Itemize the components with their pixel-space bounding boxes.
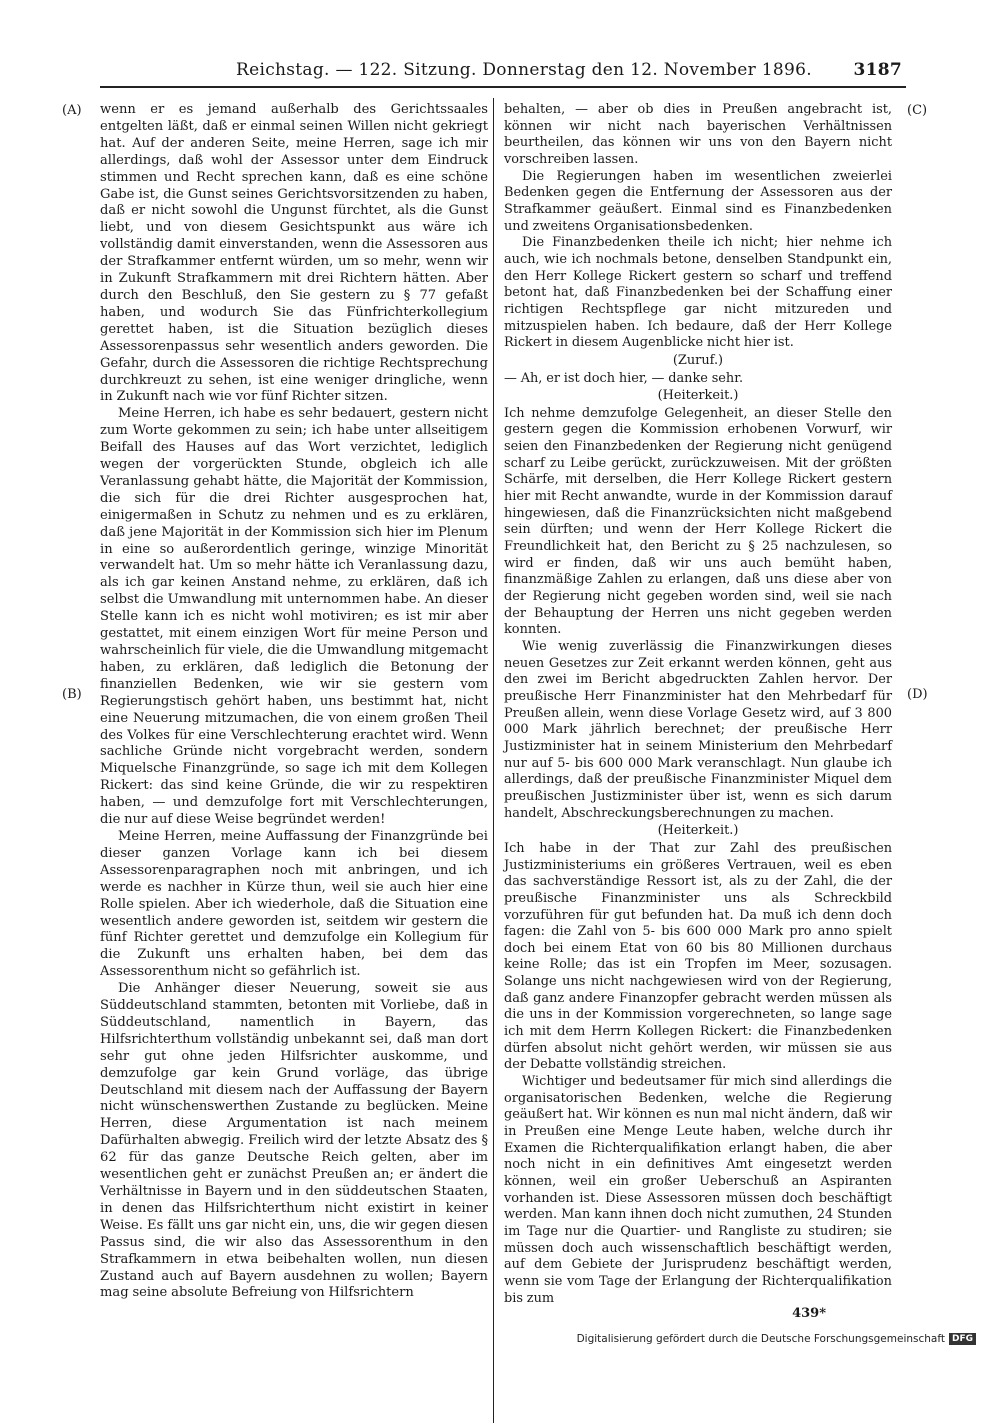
header-title: Reichstag. — 122. Sitzung. Donnerstag den 12. November 1896. [236, 60, 812, 80]
sheet-signature: 439* [792, 1306, 826, 1322]
running-header [236, 58, 902, 84]
paragraph: — Ah, er ist doch hier, — danke sehr. [504, 370, 744, 386]
paragraph: behalten, — aber ob dies in Preußen angebracht ist, können wir nicht nach bayerischen Verhältnissen beurtheilen, das können wir uns von den Bayern nicht vorschreiben lassen. [504, 102, 892, 167]
interjection: (Heiterkeit.) [657, 388, 739, 404]
interjection: (Heiterkeit.) [657, 823, 739, 839]
margin-marker-c: (C) [907, 103, 928, 118]
paragraph: Ich habe in der That zur Zahl des preußischen Justizministeriums ein größeres Vertrauen, weil es eben das sachverständige Ressort ist, als zu der Zahl, die der preußische Finanzminister uns als Schreckbild vorzuführen für gut befunden hat. Da muß ich denn doch fagen: die Zahl von 5- bis 600 000 Mark pro anno spielt doch bei einem Etat von 60 bis 80 Millionen durchaus keine Rolle; das ist ein Tropfen im Meer, sozusagen. Solange uns nicht nachgewiesen wird von der Regierung, daß ganz andere Finanzopfer gebracht werden müssen als die uns in der Kommission vorgerechneten, so lange sage ich mit dem Herrn Kollegen Rickert: die Finanzbedenken dürfen absolut nicht gehört werden, wir müssen sie aus der Debatte vollständig streichen. [504, 840, 892, 1073]
paragraph: wenn er es jemand außerhalb des Gerichtssaales entgelten läßt, daß er einmal seinen Willen nicht gekriegt hat. Auf der anderen Seite, meine Herren, sage ich mir allerdings, daß wohl der Assessor unter dem Eindruck stimmen und Recht sprechen kann, daß es eine schöne Gabe ist, die Gunst seines Gerichtsvorsitzenden zu haben, daß er nicht sowohl die Ungunst fürchtet, als die Gunst liebt, und von diesem Gesichtspunkt aus wäre ich vollständig damit einverstanden, wenn die Assessoren aus der Strafkammer entfernt würden, um so mehr, wenn wir in Zukunft Strafkammern mit drei Richtern hätten. Aber durch den Beschluß, den Sie gestern zu § 77 gefaßt haben, und wodurch Sie das Fünfrichterkollegium gerettet haben, ist die Situation bezüglich dieses Assessorenpassus sehr wesentlich anders geworden. Die Gefahr, durch die Assessoren die richtige Rechtsprechung durchkreuzt zu sehen, ist eine weniger dringliche, wenn in Zukunft nach wie vor fünf Richter sitzen. [100, 102, 488, 405]
header-rule [100, 86, 906, 88]
left-text-column [100, 102, 488, 1302]
paragraph: Die Anhänger dieser Neuerung, soweit sie aus Süddeutschland stammten, betonten mit Vorliebe, daß in Süddeutschland, namentlich in Bayern, das Hilfsrichterthum vollständig unbekannt sei, daß man dort sehr gut ohne jeden Hilfsrichter auskomme, und demzufolge gar kein Grund vorläge, das übrige Deutschland mit diesem nach der Auffassung der Bayern nicht wünschenswerthen Zustande zu beglücken. Meine Herren, diese Argumentation ist nach meinem Dafürhalten abwegig. Freilich wird der letzte Absatz des § 62 für das ganze Deutsche Reich gelten, aber im wesentlichen geht er zunächst Preußen an; er ändert die Verhältnisse in Bayern und in den süddeutschen Staaten, in denen das Hilfsrichterthum nicht existirt in keiner Weise. Es fällt uns gar nicht ein, uns, die wir gegen diesen Passus sind, die wir also das Assessorenthum in den Strafkammern in etwa beibehalten wollen, nun diesen Zustand auch auf Bayern ausdehnen zu wollen; Bayern mag seine absolute Befreiung von Hilfsrichtern [100, 981, 488, 1301]
credit-text: Digitalisierung gefördert durch die Deutsche Forschungsgemeinschaft [576, 1333, 945, 1345]
digitization-credit [577, 1333, 976, 1345]
right-text-column [504, 102, 892, 1323]
paragraph: Die Finanzbedenken theile ich nicht; hier nehme ich auch, wie ich nochmals betone, denselben Standpunkt ein, den Herr Kollege Rickert gestern so scharf und treffend betont hat, daß Finanzbedenken bei der Schaffung einer richtigen Rechtspflege gar nicht mitzureden und mitzuspielen haben. Ich bedaure, daß der Herr Kollege Rickert in diesem Augenblicke nicht hier ist. [504, 235, 892, 351]
paragraph: Ich nehme demzufolge Gelegenheit, an dieser Stelle den gestern gegen die Kommission erhobenen Vorwurf, wir seien den Finanzbedenken der Regierung nicht genügend scharf zu Leibe gerückt, zurückzuweisen. Mit der größten Schärfe, mit derselben, die Herr Kollege Rickert gestern hier mit Recht anwandte, wurde in der Kommission darauf hingewiesen, daß die Finanzrücksichten nicht maßgebend sein dürften; und wenn der Herr Kollege Rickert die Freundlichkeit hat, den Bericht zu § 25 nachzulesen, so wird er finden, daß wir uns auch bemüht haben, finanzmäßige Zahlen zu erlangen, daß uns diese aber von der Regierung nicht gegeben worden sind, weil sie nach der Behauptung der Herren uns nicht gegeben werden konnten. [504, 405, 892, 638]
paragraph: Die Regierungen haben im wesentlichen zweierlei Bedenken gegen die Entfernung der Assessoren aus der Strafkammer geäußert. Einmal sind es Finanzbedenken und zweitens Organisationsbedenken. [504, 168, 892, 234]
margin-marker-b: (B) [62, 687, 82, 702]
margin-marker-d: (D) [907, 687, 928, 702]
page-number: 3187 [853, 60, 902, 80]
margin-marker-a: (A) [62, 103, 82, 118]
paragraph: Meine Herren, meine Auffassung der Finanzgründe bei dieser ganzen Vorlage kann ich bei diesem Assessorenparagraphen noch mit anbringen, und ich werde es nachher in Kürze thun, weil sie auch hier eine Rolle spielen. Aber ich wiederhole, daß die Situation eine wesentlich andere geworden ist, seitdem wir gestern die fünf Richter gerettet und demzufolge ein Kollegium für die Zukunft uns erhalten haben, bei dem das Assessorenthum nicht so gefährlich ist. [100, 828, 488, 980]
column-divider [493, 98, 494, 1423]
interjection: (Zuruf.) [672, 352, 724, 368]
paragraph: Meine Herren, ich habe es sehr bedauert, gestern nicht zum Worte gekommen zu sein; ich habe unter allseitigem Beifall des Hauses auf das Wort verzichtet, lediglich wegen der vorgerückten Stunde, obgleich ich alle Veranlassung gehabt hätte, die Majorität der Kommission, die sich für die drei Richter ausgesprochen hat, einigermaßen in Schutz zu nehmen und es zu erklären, daß jene Majorität in der Kommission sich hier im Plenum in eine so außerordentlich geringe, winzige Minorität verwandelt hat. Um so mehr hätte ich Veranlassung dazu, als ich gar keinen Anstand nehme, zu erklären, daß ich selbst die Umwandlung mit unternommen habe. An dieser Stelle kann ich es nicht wohl motiviren; es ist mir aber gestattet, mit einem einzigen Wort für meine Person und wahrscheinlich für viele, die die Umwandlung mitgemacht haben, zu erklären, daß lediglich die Betonung der finanziellen Bedenken, wie wir sie gestern vom Regierungstisch gehört haben, uns bestimmt hat, nicht eine Neuerung mitzumachen, die von einem großen Theil des Volkes für eine Verschlechterung erachtet wird. Wenn sachliche Gründe nicht vorgebracht werden, sondern Miquelsche Finanzgründe, so sage ich mit dem Kollegen Rickert: das sind keine Gründe, die wir zu respektiren haben, — und demzufolge fort mit Verschlechterungen, die nur auf diese Weise begründet werden! [100, 406, 488, 828]
paragraph: Wichtiger und bedeutsamer für mich sind allerdings die organisatorischen Bedenken, welche die Regierung geäußert hat. Wir können es nun mal nicht ändern, daß wir in Preußen eine Menge Leute haben, welche durch ihr Examen die Richterqualifikation erlangt haben, die aber noch nicht in ein definitives Amt eingesetzt werden können, weil ein großer Ueberschuß an Aspiranten vorhanden ist. Diese Assessoren müssen doch beschäftigt werden. Man kann ihnen doch nicht zumuthen, 24 Stunden im Tage nur die Quartier- und Rangliste zu studiren; sie müssen doch auch wissenschaftlich beschäftigt werden, auf dem Gebiete der Jurisprudenz beschäftigt werden, wenn sie vom Tage der Erlangung der Richterqualifikation bis zum [504, 1074, 892, 1306]
paragraph: Wie wenig zuverlässig die Finanzwirkungen dieses neuen Gesetzes zur Zeit erkannt werden können, geht aus den zwei im Bericht abgedruckten Zahlen hervor. Der preußische Herr Finanzminister hat den Mehrbedarf für Preußen allein, wenn diese Vorlage Gesetz wird, auf 3 800 000 Mark jährlich berechnet; der preußische Herr Justizminister hat in seinem Ministerium den Mehrbedarf nur auf 5- bis 600 000 Mark veranschlagt. Nun glaube ich allerdings, daß der preußische Finanzminister Miquel dem preußischen Justizminister über ist, wenn es sich darum handelt, Abschreckungsberechnungen zu machen. [504, 639, 892, 821]
dfg-logo: DFG [949, 1333, 976, 1345]
